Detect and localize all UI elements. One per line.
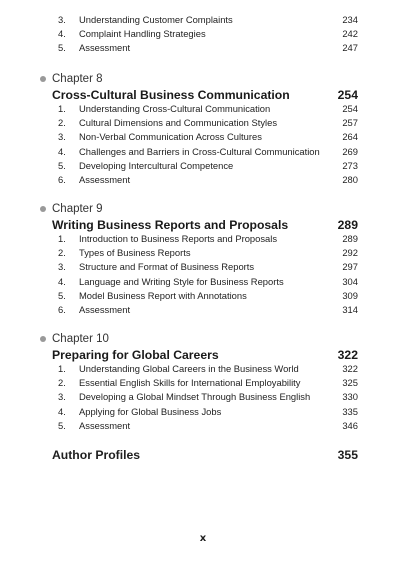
chapter-page: 289 <box>337 218 358 232</box>
chapter-title: Cross-Cultural Business Communication <box>52 88 290 102</box>
entry-title: Understanding Global Careers in the Business World <box>79 363 299 374</box>
toc-entry[interactable] <box>52 159 358 173</box>
entry-number: 1. <box>58 103 66 114</box>
entry-page: 297 <box>342 261 358 273</box>
entry-page: 314 <box>342 303 358 315</box>
toc-entry[interactable] <box>52 145 358 159</box>
entry-number: 3. <box>58 14 66 25</box>
entry-number: 5. <box>58 289 66 301</box>
toc-entry[interactable] <box>52 289 358 303</box>
chapter-title: Preparing for Global Careers <box>52 348 219 362</box>
entry-page: 257 <box>342 117 358 129</box>
entry-title: Assessment <box>79 173 131 185</box>
chapter-page: 322 <box>337 348 358 362</box>
chapter-label-text: Chapter 10 <box>52 333 109 345</box>
entry-page: 292 <box>342 247 358 259</box>
page-number: x <box>199 533 207 544</box>
entry-title: Model Business Report with Annotations <box>79 289 247 301</box>
entry-page: 264 <box>342 131 358 143</box>
entry-page: 273 <box>342 159 358 171</box>
chapter-label <box>40 71 358 87</box>
entry-page: 346 <box>342 419 358 431</box>
toc-entry[interactable] <box>52 303 358 317</box>
entry-page: 247 <box>342 42 358 54</box>
entry-number: 5. <box>58 159 66 171</box>
entry-number: 4. <box>58 405 66 417</box>
entry-number: 4. <box>58 28 66 40</box>
chapter-8-section <box>40 71 358 104</box>
entry-title: Non-Verbal Communication Across Cultures <box>79 131 262 143</box>
entry-page: 289 <box>342 233 358 244</box>
entry-title: Assessment <box>79 419 131 431</box>
entry-number: 2. <box>58 247 66 259</box>
entry-page: 325 <box>342 377 358 389</box>
toc-entry[interactable] <box>52 419 358 433</box>
entry-title: Applying for Global Business Jobs <box>79 405 222 417</box>
entry-title: Understanding Cross-Cultural Communication <box>79 103 271 114</box>
entry-title: Complaint Handling Strategies <box>79 28 206 40</box>
entry-title: Challenges and Barriers in Cross-Cultural Communication <box>79 145 320 157</box>
toc-entry[interactable] <box>52 27 358 41</box>
chapter-8-entries <box>52 102 358 187</box>
chapter-label <box>40 331 358 347</box>
author-profiles-heading[interactable] <box>52 447 358 464</box>
entry-page: 322 <box>342 363 358 374</box>
toc-entry[interactable] <box>52 173 358 187</box>
entry-number: 1. <box>58 363 66 374</box>
entry-title: Language and Writing Style for Business Reports <box>79 275 284 287</box>
entry-number: 6. <box>58 173 66 185</box>
bullet-icon <box>40 336 46 342</box>
chapter-10-entries <box>52 362 358 433</box>
toc-entry[interactable] <box>52 390 358 404</box>
entry-number: 3. <box>58 131 66 143</box>
chapter-10-section <box>40 331 358 364</box>
entry-number: 1. <box>58 233 66 244</box>
bullet-icon <box>40 76 46 82</box>
entry-page: 304 <box>342 275 358 287</box>
entry-page: 309 <box>342 289 358 301</box>
toc-entry[interactable] <box>52 41 358 55</box>
entry-number: 6. <box>58 303 66 315</box>
entry-number: 3. <box>58 391 66 403</box>
toc-entry[interactable] <box>52 376 358 390</box>
entry-page: 269 <box>342 145 358 157</box>
entry-page: 330 <box>342 391 358 403</box>
entry-number: 2. <box>58 377 66 389</box>
entry-page: 234 <box>342 14 358 25</box>
entry-number: 3. <box>58 261 66 273</box>
entry-title: Developing a Global Mindset Through Business English <box>79 391 311 403</box>
entry-number: 5. <box>58 42 66 54</box>
entry-title: Assessment <box>79 303 131 315</box>
top-entries <box>52 13 358 56</box>
entry-title: Essential English Skills for International Employability <box>79 377 301 389</box>
entry-title: Structure and Format of Business Reports <box>79 261 255 273</box>
toc-entry[interactable] <box>52 13 358 27</box>
toc-entry[interactable] <box>52 102 358 116</box>
toc-entry[interactable] <box>52 405 358 419</box>
entry-page: 254 <box>342 103 358 114</box>
toc-entry[interactable] <box>52 362 358 376</box>
entry-title: Introduction to Business Reports and Proposals <box>79 233 278 244</box>
chapter-label <box>40 201 358 217</box>
chapter-9-section <box>40 201 358 234</box>
entry-title: Developing Intercultural Competence <box>79 159 234 171</box>
author-profiles-page: 355 <box>337 448 358 462</box>
toc-entry[interactable] <box>52 116 358 130</box>
entry-title: Understanding Customer Complaints <box>79 14 233 25</box>
entry-title: Assessment <box>79 42 131 54</box>
toc-entry[interactable] <box>52 275 358 289</box>
entry-page: 242 <box>342 28 358 40</box>
entry-title: Cultural Dimensions and Communication Styles <box>79 117 278 129</box>
toc-entry[interactable] <box>52 130 358 144</box>
entry-page: 335 <box>342 405 358 417</box>
entry-number: 4. <box>58 275 66 287</box>
entry-page: 280 <box>342 173 358 185</box>
entry-number: 2. <box>58 117 66 129</box>
entry-number: 4. <box>58 145 66 157</box>
entry-title: Types of Business Reports <box>79 247 191 259</box>
toc-entry[interactable] <box>52 260 358 274</box>
chapter-page: 254 <box>337 88 358 102</box>
entry-number: 5. <box>58 419 66 431</box>
author-profiles-title: Author Profiles <box>52 448 141 462</box>
toc-entry[interactable] <box>52 246 358 260</box>
bullet-icon <box>40 206 46 212</box>
chapter-title: Writing Business Reports and Proposals <box>52 218 289 232</box>
chapter-label-text: Chapter 9 <box>52 203 103 215</box>
chapter-label-text: Chapter 8 <box>52 73 103 85</box>
toc-entry[interactable] <box>52 232 358 246</box>
chapter-9-entries <box>52 232 358 317</box>
